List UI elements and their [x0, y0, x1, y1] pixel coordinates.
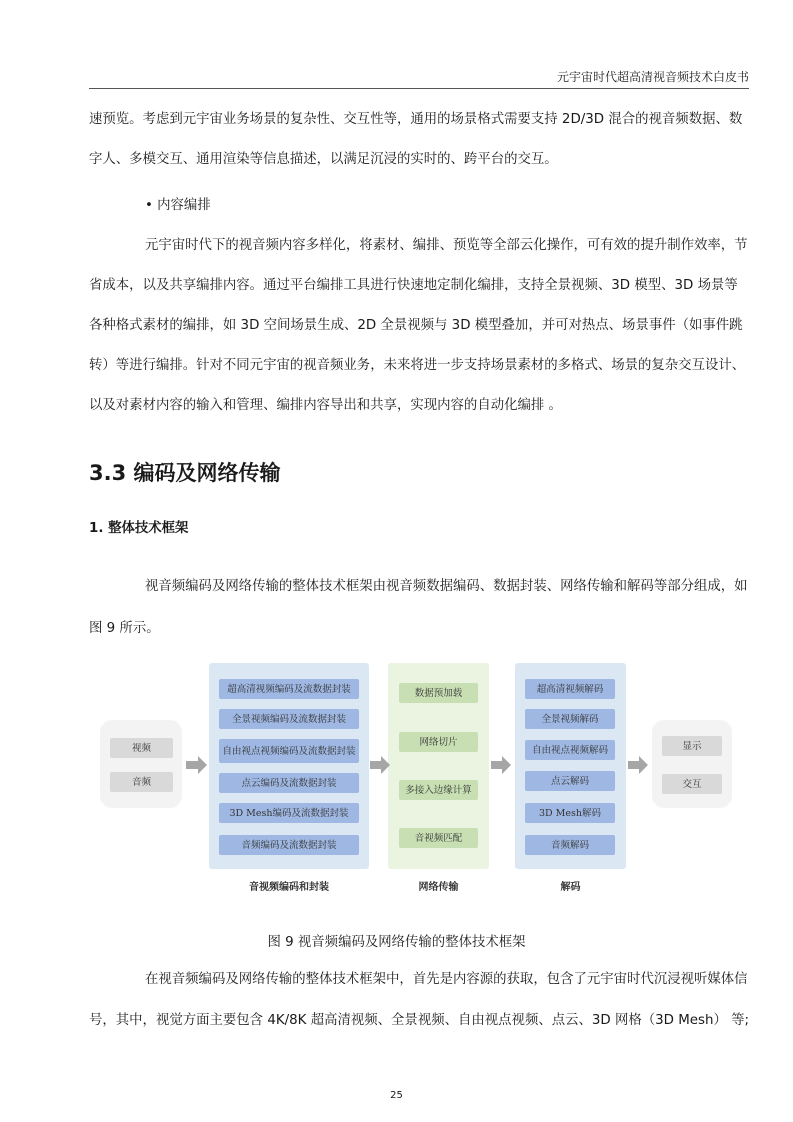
paragraph-line: 图 9 所示。	[89, 621, 160, 636]
input-audio-box: 音频	[110, 772, 173, 792]
paragraph-line: 转）等进行编排。针对不同元宇宙的视音频业务，未来将进一步支持场景素材的多格式、场景的复杂交互设计、	[89, 358, 746, 373]
encoding-label: 音视频编码和封装	[249, 882, 329, 893]
decoding-item: 点云解码	[525, 771, 615, 791]
encoding-item: 点云编码及流数据封装	[219, 773, 359, 793]
network-label: 网络传输	[418, 882, 459, 893]
encoding-item: 音频编码及流数据封装	[219, 835, 359, 855]
paragraph-line: 在视音频编码及网络传输的整体技术框架中，首先是内容源的获取，包含了元宇宙时代沉浸视听媒体信	[145, 972, 748, 987]
encoding-item: 超高清视频编码及流数据封装	[219, 679, 359, 699]
paragraph-line: 以及对素材内容的输入和管理、编排内容导出和共享，实现内容的自动化编排 。	[89, 398, 562, 413]
figure-caption: 图 9 视音频编码及网络传输的整体技术框架	[267, 935, 526, 950]
output-interaction-box: 交互	[662, 774, 722, 794]
paragraph-line: 元宇宙时代下的视音频内容多样化，将素材、编排、预览等全部云化操作，可有效的提升制作效率，节	[145, 238, 748, 253]
subsection-title: 1. 整体技术框架	[89, 521, 189, 536]
paragraph-line: 字人、多模交互、通用渲染等信息描述，以满足沉浸的实时的、跨平台的交互。	[89, 152, 558, 167]
decoding-label: 解码	[560, 882, 581, 893]
paragraph-line: 各种格式素材的编排，如 3D 空间场景生成、2D 全景视频与 3D 模型叠加，并可对热点、场景事件（如事件跳	[89, 318, 743, 333]
network-item: 数据预加载	[399, 683, 478, 703]
bullet-item: • 内容编排	[145, 198, 211, 213]
decoding-item: 自由视点视频解码	[525, 740, 615, 760]
paragraph-line: 视音频编码及网络传输的整体技术框架由视音频数据编码、数据封装、网络传输和解码等部分组成，如	[145, 579, 748, 594]
network-item: 多接入边缘计算	[399, 780, 478, 800]
arrow-icon	[628, 756, 648, 774]
decoding-item: 3D Mesh解码	[525, 803, 615, 823]
paragraph-line: 速预览。考虑到元宇宙业务场景的复杂性、交互性等，通用的场景格式需要支持 2D/3D 混合的视音频数据、数	[89, 112, 743, 127]
running-header: 元宇宙时代超高清视音频技术白皮书	[556, 70, 749, 84]
decoding-item: 全景视频解码	[525, 709, 615, 729]
section-title: 3.3 编码及网络传输	[89, 461, 281, 485]
page-number: 25	[390, 1090, 403, 1101]
encoding-item: 3D Mesh编码及流数据封装	[219, 803, 359, 823]
paragraph-line: 省成本，以及共享编排内容。通过平台编排工具进行快速地定制化编排，支持全景视频、3D 模型、3D 场景等	[89, 278, 738, 293]
network-item: 音视频匹配	[399, 828, 478, 848]
decoding-item: 超高清视频解码	[525, 679, 615, 699]
decoding-item: 音频解码	[525, 835, 615, 855]
arrow-icon	[186, 756, 207, 774]
arrow-icon	[370, 756, 390, 774]
output-display-box: 显示	[662, 736, 722, 756]
encoding-item: 全景视频编码及流数据封装	[219, 709, 359, 729]
encoding-item: 自由视点视频编码及流数据封装	[219, 739, 359, 763]
input-video-box: 视频	[110, 738, 173, 758]
network-item: 网络切片	[399, 732, 478, 752]
paragraph-line: 号，其中，视觉方面主要包含 4K/8K 超高清视频、全景视频、自由视点视频、点云、3D 网格（3D Mesh） 等;	[89, 1013, 750, 1028]
arrow-icon	[491, 756, 511, 774]
